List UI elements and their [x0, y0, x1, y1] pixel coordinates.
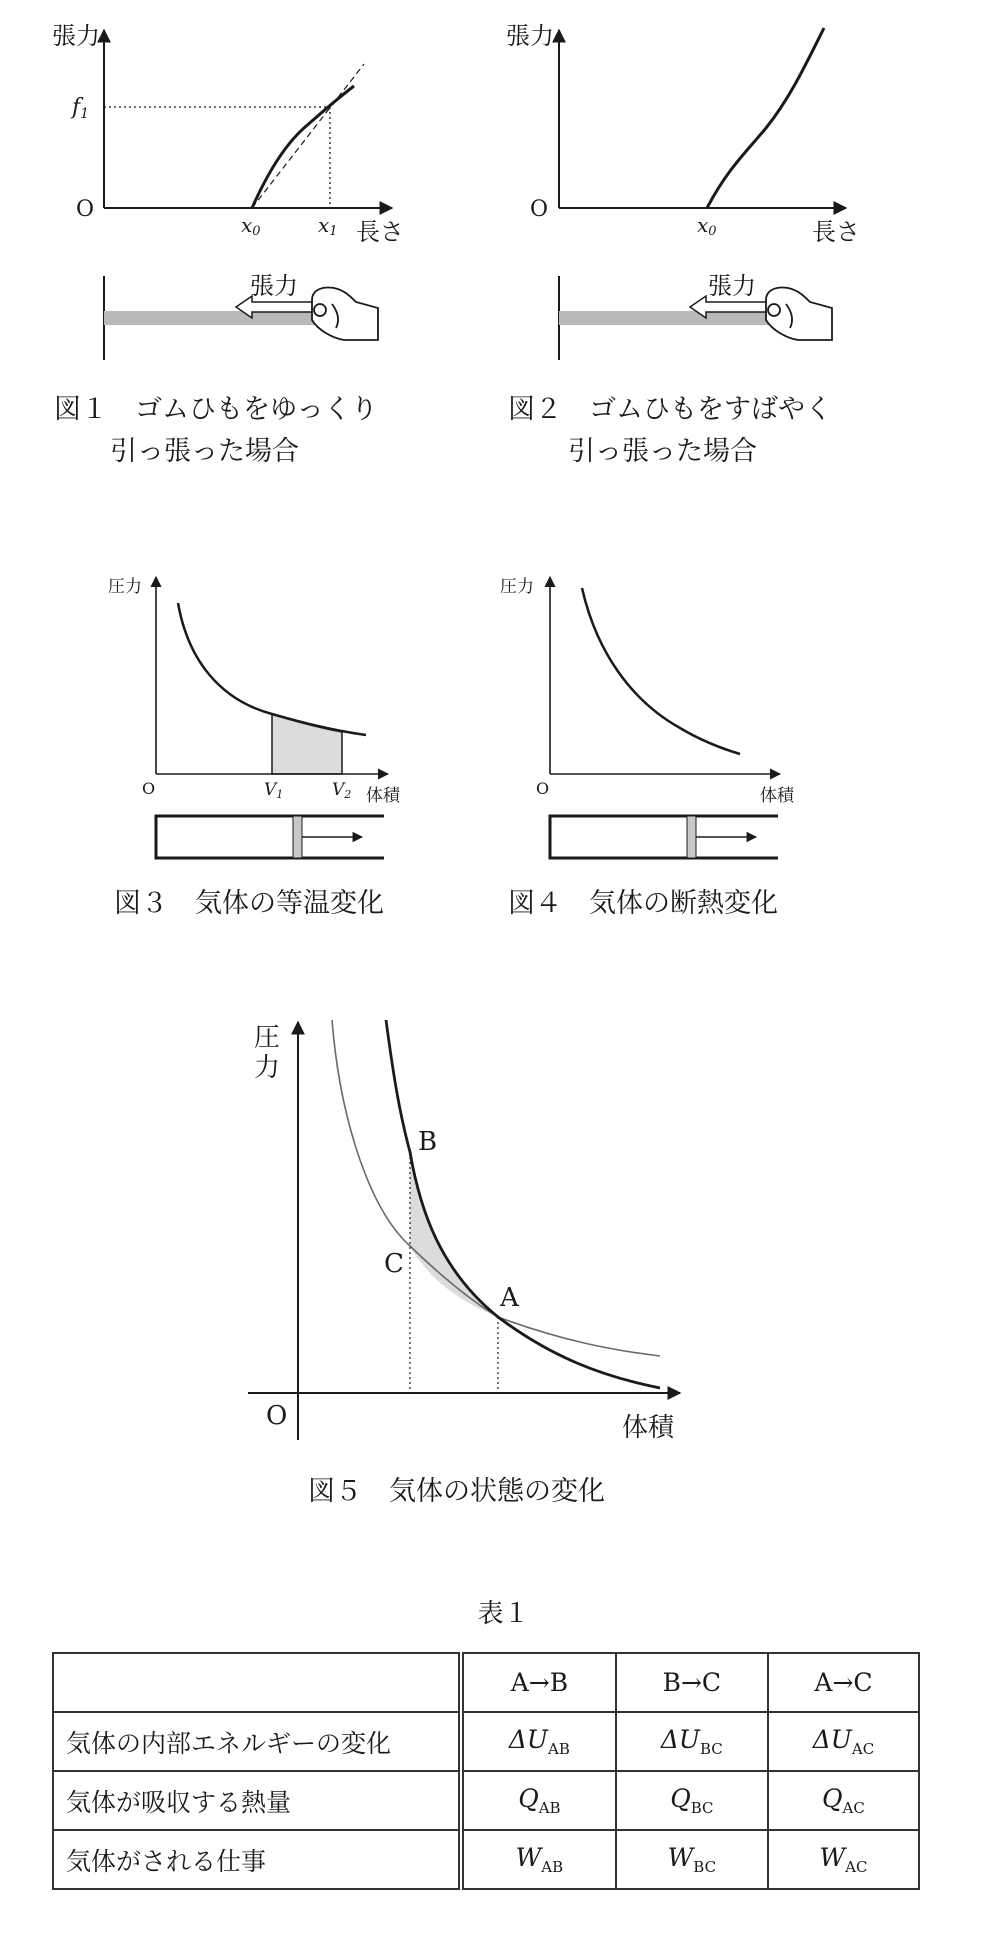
fig2-caption-2: 引っ張った場合 [568, 436, 757, 467]
fig5-adiabatic-curve [386, 1020, 660, 1388]
table-cell: $W_{AC}$ [768, 1830, 919, 1889]
fig2-band [559, 311, 773, 325]
fig3-graph [108, 577, 402, 806]
table-cell: $\Delta U_{BC}$ [616, 1712, 768, 1771]
fig3-origin: O [142, 779, 156, 798]
fig2-force-label: 張力 [708, 272, 756, 300]
fig3-v2: V2 [332, 780, 352, 801]
fig1-band [104, 311, 320, 325]
fig3-v1: V1 [264, 780, 284, 801]
table-header-empty [53, 1653, 461, 1712]
table-cell: $Q_{AC}$ [768, 1771, 919, 1830]
row-label: 気体が吸収する熱量 [53, 1771, 461, 1830]
fig4-x-label: 体積 [760, 786, 794, 806]
fig2-graph [506, 22, 860, 246]
table-header: A→C [768, 1653, 919, 1712]
table-row [53, 1771, 919, 1830]
fig4-cylinder [550, 816, 778, 858]
fig1-caption-1: 図１ ゴムひもをゆっくり [54, 394, 378, 425]
fig1-curve [252, 86, 354, 208]
fig2-x0: x0 [697, 213, 717, 239]
fig2-y-label: 張力 [506, 22, 554, 50]
fig1-y-label: 張力 [52, 22, 100, 50]
fig2-rubber-band [559, 272, 832, 360]
table-cell: $\Delta U_{AC}$ [768, 1712, 919, 1771]
table-row [53, 1830, 919, 1889]
fig5-isothermal-curve [332, 1020, 660, 1356]
fig5-point-c: C [384, 1249, 404, 1279]
fig3-curve [178, 603, 366, 735]
fig3-cylinder [156, 816, 384, 858]
fig4-y-label: 圧力 [500, 577, 534, 597]
fig1-f1: f1 [72, 95, 90, 122]
fig3-piston [293, 816, 302, 858]
fig5-caption: 図５ 気体の状態の変化 [308, 1476, 605, 1507]
row-label: 気体の内部エネルギーの変化 [53, 1712, 461, 1771]
fig4-curve [582, 588, 740, 754]
fig3-caption: 図３ 気体の等温変化 [114, 888, 384, 919]
fig2-x-label: 長さ [812, 218, 860, 246]
fig4-piston [687, 816, 696, 858]
fig5-y-label-top: 圧 [254, 1023, 281, 1053]
fig1-dashed-tangent [252, 64, 364, 208]
fig1-x-label: 長さ [356, 218, 404, 246]
table-cell: $Q_{AB}$ [461, 1771, 616, 1830]
fig2-hand-icon [766, 288, 832, 341]
fig3-x-label: 体積 [366, 786, 400, 806]
fig1-rubber-band [104, 272, 378, 360]
fig5-graph [248, 1020, 680, 1443]
fig4-graph [500, 577, 796, 806]
fig5-y-label-bottom: 力 [254, 1053, 281, 1083]
fig5-point-b: B [418, 1127, 438, 1157]
fig1-hand-icon [312, 288, 378, 341]
fig1-force-label: 張力 [250, 272, 298, 300]
fig4-caption: 図４ 気体の断熱変化 [508, 888, 778, 919]
fig2-caption-1: 図２ ゴムひもをすばやく [508, 394, 832, 425]
fig5-shaded-region [410, 1152, 498, 1317]
table1 [52, 1652, 920, 1890]
table-cell: $\Delta U_{AB}$ [461, 1712, 616, 1771]
table1-caption: 表１ [477, 1599, 530, 1629]
fig1-origin: O [76, 197, 95, 222]
fig1-caption-2: 引っ張った場合 [110, 436, 299, 467]
table-header: A→B [461, 1653, 616, 1712]
fig2-origin: O [530, 197, 549, 222]
table-header: B→C [616, 1653, 768, 1712]
table-cell: $W_{AB}$ [461, 1830, 616, 1889]
fig1-x1: x1 [318, 213, 338, 239]
fig1-x0: x0 [241, 213, 261, 239]
fig5-origin: O [266, 1401, 288, 1431]
table-cell: $Q_{BC}$ [616, 1771, 768, 1830]
table-row [53, 1712, 919, 1771]
fig5-x-label: 体積 [622, 1413, 675, 1443]
fig1-graph [52, 22, 404, 246]
row-label: 気体がされる仕事 [53, 1830, 461, 1889]
table-row [53, 1653, 919, 1712]
fig5-point-a: A [500, 1283, 519, 1313]
fig4-origin: O [536, 779, 550, 798]
fig3-y-label: 圧力 [108, 577, 142, 597]
fig2-curve [707, 28, 824, 208]
table-cell: $W_{BC}$ [616, 1830, 768, 1889]
